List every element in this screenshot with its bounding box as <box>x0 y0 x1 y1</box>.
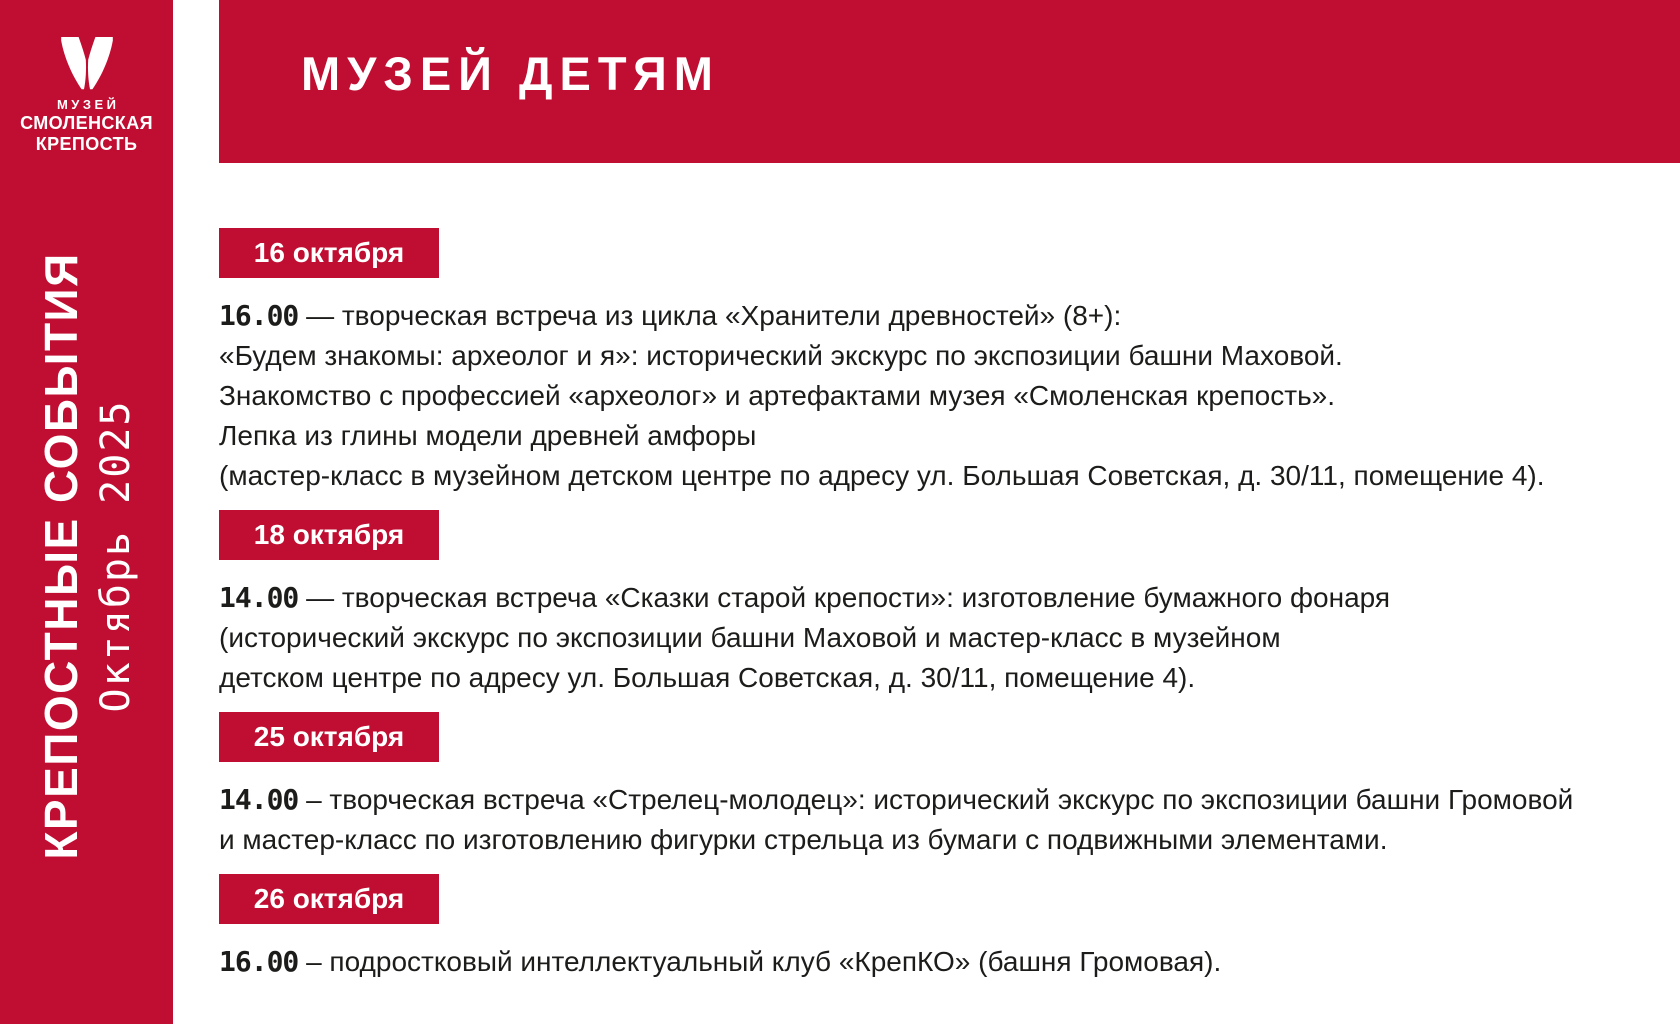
event-description <box>219 578 1680 698</box>
event-time: 16.00 <box>219 945 299 978</box>
event-line: Лепка из глины модели древней амфоры <box>219 420 757 451</box>
events-list <box>219 163 1680 982</box>
event-line: 16.00 — творческая встреча из цикла «Хранители древностей» (8+): <box>219 299 1122 332</box>
event-line: и мастер-класс по изготовлению фигурки стрельца из бумаги с подвижными элементами. <box>219 824 1388 855</box>
event-date-badge: 25 октября <box>219 712 439 762</box>
museum-logo <box>0 36 173 154</box>
event-date-badge: 18 октября <box>219 510 439 560</box>
event-line: 14.00 – творческая встреча «Стрелец-молодец»: исторический экскурс по экспозиции башни Громовой <box>219 783 1574 816</box>
event-line: детском центре по адресу ул. Большая Советская, д. 30/11, помещение 4). <box>219 662 1196 693</box>
event-time: 16.00 <box>219 299 299 332</box>
event-time: 14.00 <box>219 783 299 816</box>
event-date-badge: 16 октября <box>219 228 439 278</box>
event-line: (мастер-класс в музейном детском центре по адресу ул. Большая Советская, д. 30/11, помещение 4). <box>219 460 1545 491</box>
logo-text-muzey: МУЗЕЙ <box>56 97 120 112</box>
vertical-month-label: Октябрь 2025 <box>92 399 139 713</box>
event-description <box>219 942 1680 982</box>
event-line: «Будем знакомы: археолог и я»: исторический экскурс по экспозиции башни Маховой. <box>219 340 1343 371</box>
logo-text-krepost: КРЕПОСТЬ <box>35 134 138 155</box>
event-line: 14.00 — творческая встреча «Сказки старой крепости»: изготовление бумажного фонаря <box>219 581 1391 614</box>
fortress-m-monogram-icon <box>57 36 117 92</box>
event-description <box>219 780 1680 860</box>
sidebar-vertical-text <box>37 252 139 859</box>
event-description <box>219 296 1680 496</box>
page-title: МУЗЕЙ ДЕТЯМ <box>301 47 720 100</box>
main-content <box>173 0 1680 1024</box>
event-line: 16.00 – подростковый интеллектуальный клуб «КрепКО» (башня Громовая). <box>219 945 1222 978</box>
event-line: (исторический экскурс по экспозиции башни Маховой и мастер-класс в музейном <box>219 622 1281 653</box>
vertical-series-title: КРЕПОСТНЫЕ СОБЫТИЯ <box>35 252 88 860</box>
event-date-badge: 26 октября <box>219 874 439 924</box>
page-header-banner <box>219 0 1680 163</box>
logo-text-smolenskaya: СМОЛЕНСКАЯ <box>20 113 153 133</box>
sidebar <box>0 0 173 1024</box>
event-line: Знакомство с профессией «археолог» и артефактами музея «Смоленская крепость». <box>219 380 1336 411</box>
event-time: 14.00 <box>219 581 299 614</box>
